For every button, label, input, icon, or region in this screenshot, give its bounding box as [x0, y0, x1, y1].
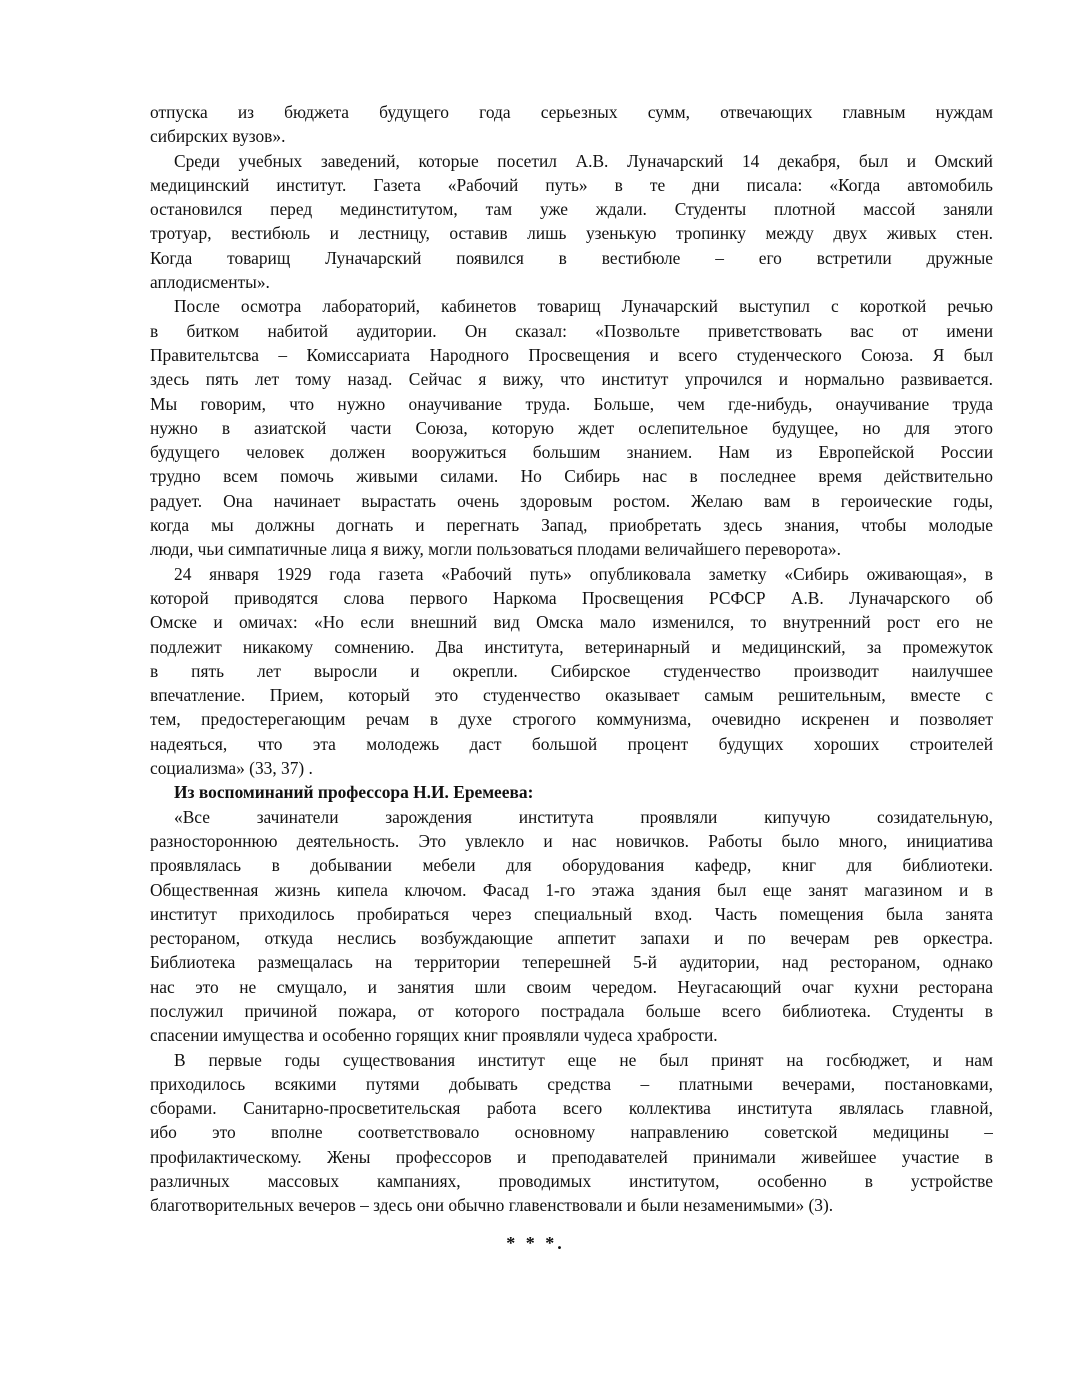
text-line: Общественная жизнь кипела ключом. Фасад 1-го этажа здания был еще занят магазином и в — [150, 879, 993, 900]
text-line: спасении имущества и особенно горящих книг проявляли чудеса храбрости. — [150, 1025, 718, 1046]
text-line: ибо это вполне соответствовало основному направлению советской медицины – — [150, 1122, 993, 1143]
text-line: Из воспоминаний профессора Н.И. Еремеева: — [174, 782, 534, 803]
text-line: люди, чьи симпатичные лица я вижу, могли пользоваться плодами величайшего переворота». — [150, 539, 841, 560]
text-line: сборами. Санитарно-просветительская работа всего коллектива института являлась главной, — [150, 1098, 993, 1119]
paragraph — [150, 562, 993, 781]
text-line: Библиотека размещалась на территории теперешней 5-й аудитории, над рестораном, однако — [150, 952, 993, 973]
text-line: надеяться, что эта молодежь даст большой процент будущих хороших строителей — [150, 733, 993, 754]
text-line: социализма» (33, 37) . — [150, 758, 313, 779]
text-line: нас это не смущало, и занятия шли своим чередом. Неугасающий очаг кухни ресторана — [150, 976, 993, 997]
text-line: в пять лет выросли и окрепли. Сибирское студенчество производит наилучшее — [150, 660, 993, 681]
text-line: аплодисменты». — [150, 272, 270, 293]
text-line: различных массовых кампаниях, проводимых институтом, особенно в устройстве — [150, 1171, 993, 1192]
paragraph — [150, 805, 993, 1048]
section-separator: * * *. — [506, 1233, 565, 1253]
text-line: рестораном, откуда неслись возбуждающие аппетит запахи и по вечерам рев оркестра. — [150, 928, 993, 949]
text-line: трудно всем помочь живыми силами. Но Сибирь нас в последнее время действительно — [150, 466, 993, 487]
text-line: «Все зачинатели зарождения института проявляли кипучую созидательную, — [174, 806, 993, 827]
text-line: Правительтсва – Комиссариата Народного Просвещения и всего студенческого Союза. Я был — [150, 344, 993, 365]
text-line: впечатление. Прием, который это студенчество оказывает самым решительным, вместе с — [150, 685, 993, 706]
text-line: здесь пять лет тому назад. Сейчас я вижу, что институт упрочился и нормально развивается. — [150, 369, 993, 390]
text-line: институт приходилось пробираться через специальный вход. Часть помещения была занята — [150, 903, 993, 924]
text-line: послужил причиной пожара, от которого пострадала больше всего библиотека. Студенты в — [150, 1000, 993, 1021]
text-line: подлежит никакому сомнению. Два института, ветеринарный и медицинский, за промежуток — [150, 636, 993, 657]
text-line: отпуска из бюджета будущего года серьезных сумм, отвечающих главным нуждам — [150, 102, 993, 122]
paragraph — [150, 100, 993, 149]
text-line: профилактическому. Жены профессоров и преподавателей принимали живейшее участие в — [150, 1146, 993, 1167]
text-line: Среди учебных заведений, которые посетил А.В. Луначарский 14 декабря, был и Омский — [174, 150, 993, 171]
text-line: 24 января 1929 года газета «Рабочий путь» опубликовала заметку «Сибирь оживающая», в — [174, 563, 993, 584]
text-line: Мы говорим, что нужно онаучивание труда. Больше, чем где-нибудь, онаучивание труда — [150, 393, 993, 414]
text-line: Омске и омичах: «Но если внешний вид Омска мало изменился, то внутренний рост его не — [150, 612, 993, 633]
paragraph — [150, 294, 993, 561]
paragraph — [150, 149, 993, 295]
text-line: в битком набитой аудитории. Он сказал: «Позвольте приветствовать вас от имени — [150, 320, 993, 341]
text-line: приходилось всякими путями добывать средства – платными вечерами, постановками, — [150, 1073, 993, 1094]
text-line: проявлялась в добывании мебели для оборудования кафедр, книг для библиотеки. — [150, 855, 993, 876]
text-line: тротуар, вестибюль и лестницу, оставив лишь узенькую тропинку между двух живых стен. — [150, 223, 993, 244]
text-line: которой приводятся слова первого Наркома Просвещения РСФСР А.В. Луначарского об — [150, 587, 993, 608]
text-line: благотворительных вечеров – здесь они обычно главенствовали и были незаменимыми» (3). — [150, 1195, 834, 1216]
text-line: остановился перед мединститутом, там уже ждали. Студенты плотной массой заняли — [150, 199, 993, 220]
text-line: нужно в азиатской части Союза, которую ждет ослепительное будущее, но для этого — [150, 417, 993, 438]
section-heading — [150, 780, 993, 804]
text-line: разностороннюю деятельность. Это увлекло и нас новичков. Работы было много, инициатива — [150, 830, 993, 851]
text-line: тем, предостерегающим речам в духе строгого коммунизма, очевидно искренен и позволяет — [150, 709, 993, 730]
text-line: когда мы должны догнать и перегнать Запад, приобретать здесь знания, чтобы молодые — [150, 515, 993, 536]
document-page — [150, 100, 993, 1218]
text-line: В первые годы существования институт еще не был принят на госбюджет, и нам — [174, 1049, 993, 1070]
text-line: радует. Она начинает вырастать очень здоровым ростом. Желаю вам в героические годы, — [150, 490, 993, 511]
text-line: будущего человек должен вооружиться большим знанием. Нам из Европейской России — [150, 442, 993, 463]
text-line: сибирских вузов». — [150, 126, 286, 147]
paragraph — [150, 1048, 993, 1218]
text-line: После осмотра лабораторий, кабинетов товарищ Луначарский выступил с короткой речью — [174, 296, 993, 317]
text-line: медицинский институт. Газета «Рабочий путь» в те дни писала: «Когда автомобиль — [150, 174, 993, 195]
text-line: Когда товарищ Луначарский появился в вестибюле – его встретили дружные — [150, 247, 993, 268]
